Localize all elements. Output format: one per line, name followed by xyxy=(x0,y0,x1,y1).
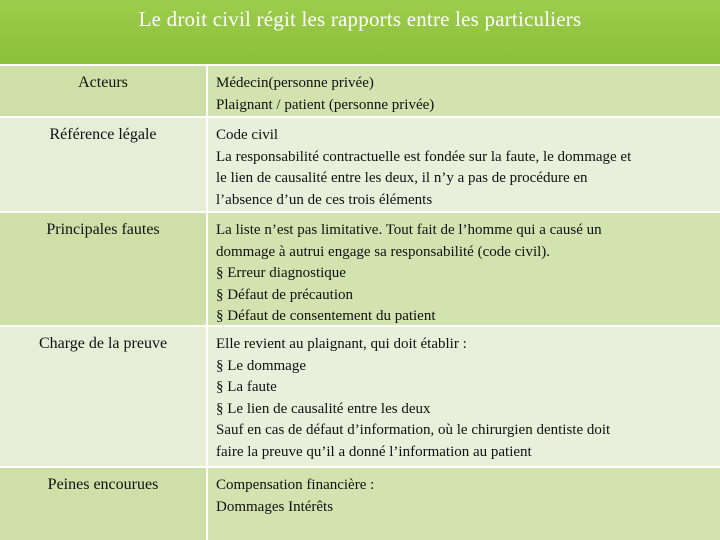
bullet-item: § La faute xyxy=(216,379,277,395)
row-content xyxy=(208,66,720,116)
row-label: Charge de la preuve xyxy=(0,327,208,466)
row-content xyxy=(208,327,720,466)
slide-title: Le droit civil régit les rapports entre les particuliers xyxy=(138,7,582,31)
table-row-charge-de-la-preuve xyxy=(0,327,720,466)
content-line: La liste n’est pas limitative. Tout fait de l’homme qui a causé un xyxy=(216,222,602,238)
table-row-reference-legale xyxy=(0,118,720,211)
title-bar xyxy=(0,0,720,64)
content-line: La responsabilité contractuelle est fondée sur la faute, le dommage et xyxy=(216,148,632,165)
bullet-item: § Défaut de consentement du patient xyxy=(216,308,436,324)
content-line: l’absence d’un de ces trois éléments xyxy=(216,191,433,208)
table-row-principales-fautes xyxy=(0,213,720,325)
content-line: Elle revient au plaignant, qui doit établir : xyxy=(216,336,467,352)
table-row-peines-encourues xyxy=(0,468,720,540)
content-line: Plaignant / patient (personne privée) xyxy=(216,96,435,113)
bullet-item: § Erreur diagnostique xyxy=(216,265,346,281)
row-label: Acteurs xyxy=(0,66,208,116)
bullet-item: § Défaut de précaution xyxy=(216,286,354,303)
row-content xyxy=(208,118,720,211)
content-line: Médecin(personne privée) xyxy=(216,75,374,91)
content-line: Sauf en cas de défaut d’information, où le chirurgien dentiste doit xyxy=(216,422,611,438)
row-content xyxy=(208,468,720,540)
row-label: Référence légale xyxy=(0,118,208,211)
row-content xyxy=(208,213,720,325)
bullet-item: § Le dommage xyxy=(216,357,306,374)
civil-law-table xyxy=(0,64,720,540)
content-line: faire la preuve qu’il a donné l’information au patient xyxy=(216,443,532,460)
content-line: dommage à autrui engage sa responsabilité (code civil). xyxy=(216,243,551,260)
content-line: Code civil xyxy=(216,127,279,143)
bullet-item: § Le lien de causalité entre les deux xyxy=(216,400,431,417)
content-line: Dommages Intérêts xyxy=(216,498,334,515)
content-line: Compensation financière : xyxy=(216,477,375,493)
row-label: Peines encourues xyxy=(0,468,208,540)
table-row-acteurs xyxy=(0,66,720,116)
row-label: Principales fautes xyxy=(0,213,208,325)
content-line: le lien de causalité entre les deux, il n’y a pas de procédure en xyxy=(216,170,588,186)
